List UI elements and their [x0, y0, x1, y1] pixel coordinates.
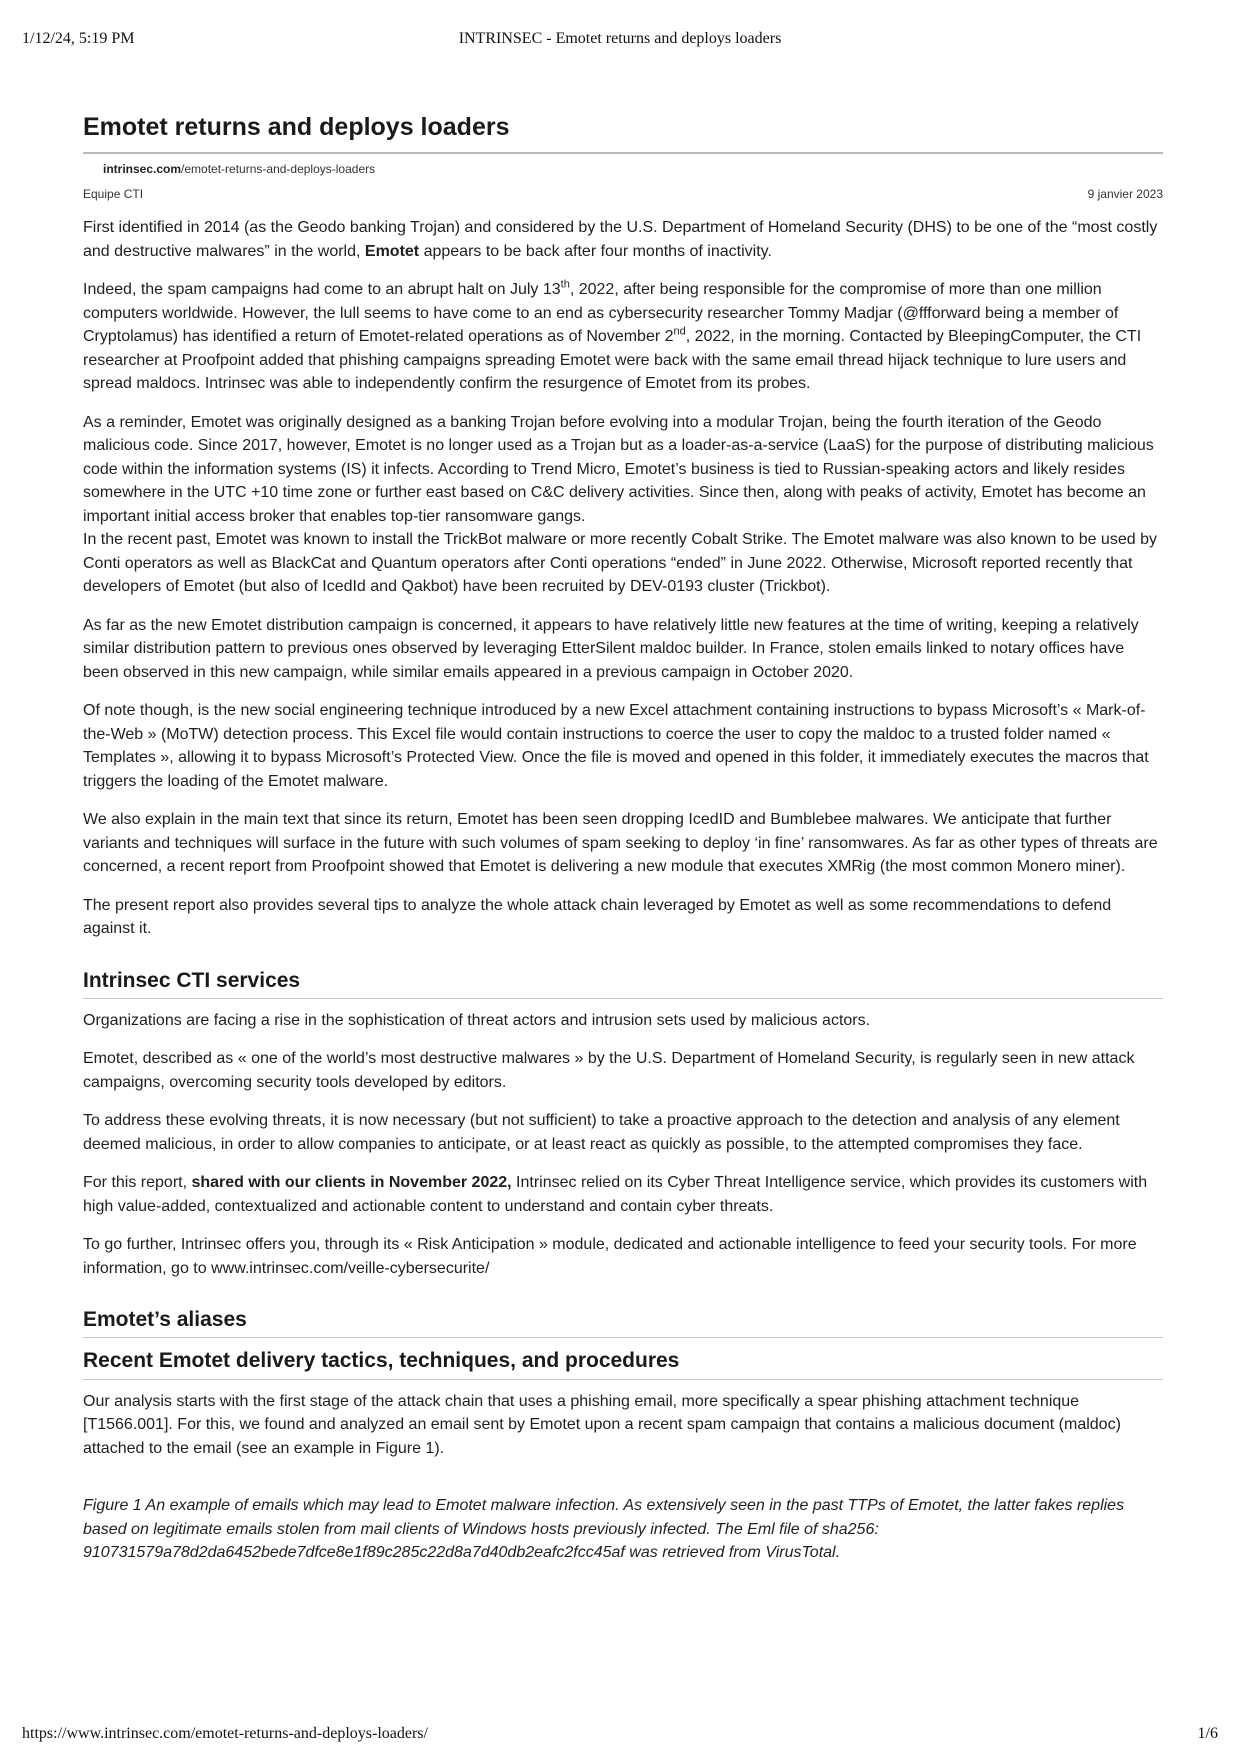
print-footer: [0, 1725, 1240, 1749]
emotet-bold: Emotet: [364, 242, 420, 260]
heading-ttps: Recent Emotet delivery tactics, techniques, and procedures: [83, 1348, 1163, 1379]
paragraph-distribution: As far as the new Emotet distribution campaign is concerned, it appears to have relatively little new features at the time of writing, keeping a relatively similar distribution pattern to previous ones observed by leveraging EtterSilent maldoc builder. In France, stolen emails linked to notary offices have been observed in this new campaign, while similar emails appeared in a previous campaign in October 2020.: [83, 616, 1139, 681]
publish-date: 9 janvier 2023: [1087, 187, 1163, 201]
paragraph-services-2: Emotet, described as « one of the world’s most destructive malwares » by the U.S. Department of Homeland Security, is regularly seen in new attack campaigns, overcoming security tools developed by editors.: [83, 1050, 1135, 1091]
paragraph-motw: Of note though, is the new social engineering technique introduced by a new Excel attachment containing instructions to bypass Microsoft’s « Mark-of-the-Web » (MoTW) detection process. This Excel file would contain instructions to coerce the user to copy the maldoc to a trusted folder named « Templates », allowing it to bypass Microsoft’s Protected View. Once the file is moved and opened in this folder, it immediately executes the macros that triggers the loading of the Emotet malware.: [83, 702, 1149, 790]
paragraph-services-4: For this report, shared with our clients in November 2022, Intrinsec relied on its Cyber Threat Intelligence service, which provides its customers with high value-added, contextualized and actionable content to understand and contain cyber threats.: [83, 1174, 1148, 1215]
print-page-title: INTRINSEC - Emotet returns and deploys loaders: [458, 30, 782, 47]
source-path[interactable]: /emotet-returns-and-deploys-loaders: [181, 162, 376, 176]
paragraph-analysis: Our analysis starts with the first stage of the attack chain that uses a phishing email, more specifically a spear phishing attachment technique [T1566.001]. For this, we found and analyzed an email sent by Emotet upon a recent spam campaign that contains a malicious document (maldoc) attached to the email (see an example in Figure 1).: [83, 1392, 1121, 1457]
paragraph-intro: First identified in 2014 (as the Geodo banking Trojan) and considered by the U.S. Department of Homeland Security (DHS) to be one of the “most costly and destructive malwares” in the world, Emotet appears to be back after four months of inactivity.: [83, 219, 1158, 260]
source-url[interactable]: [103, 162, 1163, 176]
print-header: [0, 30, 1240, 54]
figure-caption: Figure 1 An example of emails which may lead to Emotet malware infection. As extensively seen in the past TTPs of Emotet, the latter fakes replies based on legitimate emails stolen from mail clients of Windows hosts previously infected. The Eml file of sha256: 910731579a78d2da6452bede7dfce8e1f89c285c22d8a7d40db2eafc2fcc45af was retrieved from VirusTotal.: [83, 1497, 1125, 1562]
paragraph-services-1: Organizations are facing a rise in the sophistication of threat actors and intrusion sets used by malicious actors.: [83, 1011, 871, 1029]
article: [83, 112, 1163, 1580]
print-datetime: 1/12/24, 5:19 PM: [22, 30, 135, 47]
heading-cti-services: Intrinsec CTI services: [83, 968, 1163, 999]
author: Equipe CTI: [83, 187, 144, 201]
paragraph-recent-past: In the recent past, Emotet was known to install the TrickBot malware or more recently Cobalt Strike. The Emotet malware was also known to be used by Conti operators as well as BlackCat and Quantum operators after Conti operations “ended” in June 2022. Otherwise, Microsoft reported recently that developers of Emotet (but also of IcedId and Qakbot) have been recruited by DEV-0193 cluster (Trickbot).: [83, 531, 1157, 595]
paragraph-spam-halt: Indeed, the spam campaigns had come to an abrupt halt on July 13th, 2022, after being responsible for the compromise of more than one million computers worldwide. However, the lull seems to have come to an end as cybersecurity researcher Tommy Madjar (@ffforward being a member of Cryptolamus) has identified a return of Emotet-related operations as of November 2nd, 2022, in the morning. Contacted by BleepingComputer, the CTI researcher at Proofpoint added that phishing campaigns spreading Emotet were back with the same email thread hijack technique to lure users and spread maldocs. Intrinsec was able to independently confirm the resurgence of Emotet from its probes.: [83, 278, 1142, 392]
print-url: https://www.intrinsec.com/emotet-returns-and-deploys-loaders/: [22, 1725, 428, 1742]
paragraph-report: The present report also provides several tips to analyze the whole attack chain leveraged by Emotet as well as some recommendations to defend against it.: [83, 896, 1112, 937]
article-title: Emotet returns and deploys loaders: [83, 112, 1163, 154]
veille-link[interactable]: www.intrinsec.com/veille-cybersecurite/: [211, 1259, 490, 1277]
paragraph-services-3: To address these evolving threats, it is now necessary (but not sufficient) to take a proactive approach to the detection and analysis of any element deemed malicious, in order to allow companies to anticipate, or at least react as quickly as possible, to the attempted compromises they face.: [83, 1112, 1120, 1153]
paragraph-dropping: We also explain in the main text that since its return, Emotet has been seen dropping IcedID and Bumblebee malwares. We anticipate that further variants and techniques will surface in the future with such volumes of spam seeking to deploy ‘in fine’ ransomwares. As far as other types of threats are concerned, a recent report from Proofpoint showed that Emotet is delivering a new module that executes XMRig (the most common Monero miner).: [83, 811, 1158, 875]
print-page-number: 1/6: [1197, 1725, 1218, 1742]
byline: [83, 187, 1163, 201]
paragraph-reminder: As a reminder, Emotet was originally designed as a banking Trojan before evolving into a modular Trojan, being the fourth iteration of the Geodo malicious code. Since 2017, however, Emotet is no longer used as a Trojan but as a loader-as-a-service (LaaS) for the purpose of distributing malicious code within the information systems (IS) it infects. According to Trend Micro, Emotet’s business is tied to Russian-speaking actors and likely resides somewhere in the UTC +10 time zone or further east based on C&C delivery activities. Since then, along with peaks of activity, Emotet has become an important initial access broker that enables top-tier ransomware gangs.: [83, 413, 1154, 525]
paragraph-services-5: To go further, Intrinsec offers you, through its « Risk Anticipation » module, dedicated and actionable intelligence to feed your security tools. For more information, go to www.intrinsec.com/veille-cybersecurite/: [83, 1236, 1137, 1277]
heading-aliases: Emotet’s aliases: [83, 1307, 1163, 1338]
source-domain[interactable]: intrinsec.com: [103, 162, 182, 176]
